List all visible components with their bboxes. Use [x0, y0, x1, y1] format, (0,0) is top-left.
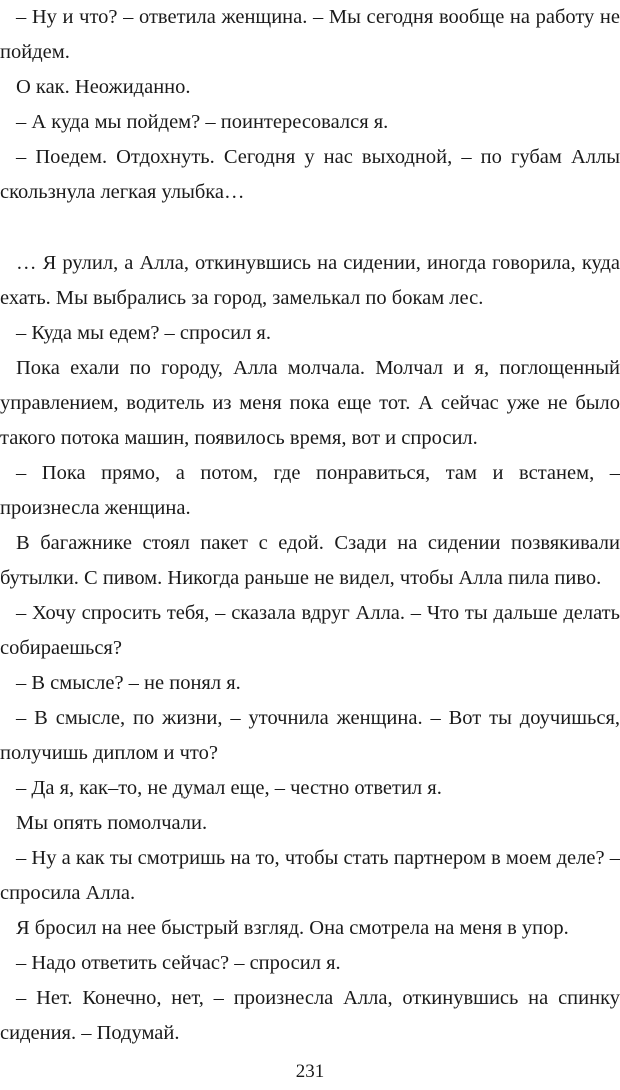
paragraph: – Ну а как ты смотришь на то, чтобы стать партнером в моем деле? – спросила Алла. [0, 847, 620, 904]
section-break [0, 210, 620, 246]
paragraph: Мы опять помолчали. [16, 812, 208, 834]
paragraph: Я бросил на нее быстрый взгляд. Она смотрела на меня в упор. [16, 917, 569, 939]
paragraph: – Поедем. Отдохнуть. Сегодня у нас выходной, – по губам Аллы скользнула легкая улыбка… [0, 146, 620, 203]
paragraph: – Пока прямо, а потом, где понравиться, там и встанем, – произнесла женщина. [0, 462, 620, 519]
paragraph: – В смысле, по жизни, – уточнила женщина. – Вот ты доучишься, получишь диплом и что? [0, 707, 620, 764]
paragraph: – В смысле? – не понял я. [16, 672, 241, 694]
paragraph: – Надо ответить сейчас? – спросил я. [16, 952, 341, 974]
paragraph: – Ну и что? – ответила женщина. – Мы сегодня вообще на работу не пойдем. [0, 6, 620, 63]
paragraph: – Нет. Конечно, нет, – произнесла Алла, откинувшись на спинку сидения. – Подумай. [0, 987, 620, 1044]
page-number: 231 [295, 1061, 325, 1082]
paragraph: Пока ехали по городу, Алла молчала. Молчал и я, поглощенный управлением, водитель из меня пока еще тот. А сейчас уже не было такого потока машин, появилось время, вот и спросил. [0, 357, 620, 449]
paragraph: О как. Неожиданно. [16, 76, 191, 98]
paragraph: – Да я, как–то, не думал еще, – честно ответил я. [16, 777, 442, 799]
paragraph: В багажнике стоял пакет с едой. Сзади на сидении позвякивали бутылки. С пивом. Никогда раньше не видел, чтобы Алла пила пиво. [0, 532, 620, 589]
paragraph: – Куда мы едем? – спросил я. [16, 322, 271, 344]
paragraph: … Я рулил, а Алла, откинувшись на сидении, иногда говорила, куда ехать. Мы выбрались за город, замелькал по бокам лес. [0, 252, 620, 309]
paragraph: – А куда мы пойдем? – поинтересовался я. [16, 111, 389, 133]
paragraph: – Хочу спросить тебя, – сказала вдруг Алла. – Что ты дальше делать собираешься? [0, 602, 620, 659]
